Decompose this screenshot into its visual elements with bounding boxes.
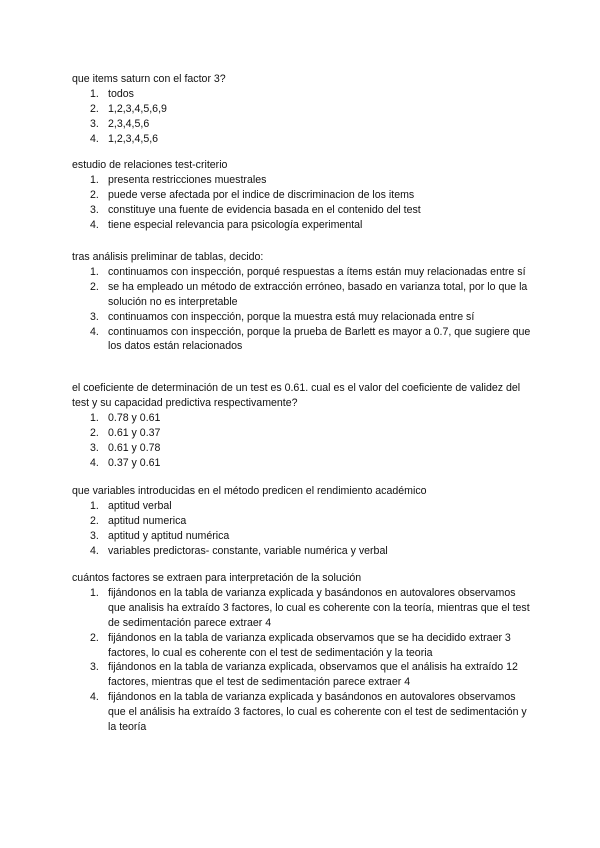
option-number: 2. [90, 280, 99, 293]
option-number: 1. [90, 265, 99, 278]
option-number: 4. [90, 132, 99, 145]
option-number: 3. [90, 529, 99, 542]
answer-option [72, 117, 532, 132]
option-number: 2. [90, 514, 99, 527]
option-number: 1. [90, 87, 99, 100]
answer-option [72, 188, 532, 203]
question-text: cuántos factores se extraen para interpretación de la solución [72, 572, 362, 584]
option-text: todos [108, 87, 134, 100]
option-text: continuamos con inspección, porque la prueba de Barlett es mayor a 0.7, que sugiere que los datos están relacionados [108, 325, 531, 353]
option-number: 2. [90, 426, 99, 439]
answer-option [72, 426, 534, 441]
option-number: 1. [90, 411, 99, 424]
question-text: que items saturn con el factor 3? [72, 73, 226, 85]
option-number: 4. [90, 544, 99, 557]
option-number: 4. [90, 691, 99, 704]
question-block [72, 484, 532, 559]
question-block [72, 158, 532, 233]
question-text: estudio de relaciones test-criterio [72, 159, 228, 171]
option-text: 1,2,3,4,5,6,9 [108, 102, 167, 115]
question-block [72, 250, 532, 354]
option-text: fijándonos en la tabla de varianza explicada y basándonos en autovalores observamos que el análisis ha extraído 3 factores, lo cual es coherente con el test de sedimentación y la teoría [108, 691, 527, 734]
option-number: 3. [90, 203, 99, 216]
option-text: continuamos con inspección, porqué respuestas a ítems están muy relacionadas entre sí [108, 265, 526, 278]
option-number: 1. [90, 499, 99, 512]
option-text: aptitud verbal [108, 499, 172, 512]
answer-option [72, 218, 532, 233]
answer-option [72, 411, 534, 426]
option-number: 3. [90, 117, 99, 130]
option-text: fijándonos en la tabla de varianza explicada observamos que se ha decidido extraer 3 factores, lo cual es coherente con el test de sedimentación y la teoria [108, 631, 511, 659]
option-text: presenta restricciones muestrales [108, 173, 267, 186]
answer-option [72, 173, 532, 188]
option-text: tiene especial relevancia para psicología experimental [108, 218, 363, 231]
question-block [72, 72, 532, 147]
option-text: se ha empleado un método de extracción erróneo, basado en varianza total, por lo que la solución no es interpretable [108, 280, 528, 308]
answer-option [72, 280, 532, 310]
option-number: 2. [90, 188, 99, 201]
answer-option [72, 586, 534, 631]
option-text: variables predictoras- constante, variable numérica y verbal [108, 544, 388, 557]
answer-option [72, 456, 534, 471]
option-text: 0.78 y 0.61 [108, 411, 161, 424]
option-number: 4. [90, 325, 99, 338]
answer-option [72, 132, 532, 147]
question-block [72, 381, 534, 470]
answer-option [72, 265, 532, 280]
option-text: fijándonos en la tabla de varianza explicada y basándonos en autovalores observamos que analisis ha extraído 3 factores, lo cual es coherente con la teoría, mientras que el test de sedimentación parece extraer 4 [108, 586, 530, 629]
option-text: aptitud numerica [108, 514, 187, 527]
answer-option [72, 203, 532, 218]
answer-option [72, 660, 534, 690]
answer-option [72, 499, 532, 514]
option-text: continuamos con inspección, porque la muestra está muy relacionada entre sí [108, 310, 475, 323]
question-text: el coeficiente de determinación de un test es 0.61. cual es el valor del coeficiente de validez del test y su capacidad predictiva respectivamente? [72, 382, 521, 409]
answer-option [72, 514, 532, 529]
answer-option [72, 631, 534, 661]
option-text: 2,3,4,5,6 [108, 117, 150, 130]
answer-option [72, 441, 534, 456]
option-text: 0.37 y 0.61 [108, 456, 161, 469]
answer-option [72, 529, 532, 544]
option-number: 1. [90, 586, 99, 599]
answer-option [72, 325, 532, 355]
option-text: 1,2,3,4,5,6 [108, 132, 159, 145]
option-number: 3. [90, 441, 99, 454]
question-text: que variables introducidas en el método predicen el rendimiento académico [72, 485, 427, 497]
option-number: 2. [90, 102, 99, 115]
answer-option [72, 310, 532, 325]
answer-option [72, 690, 534, 735]
option-number: 3. [90, 661, 99, 674]
option-number: 4. [90, 456, 99, 469]
option-text: 0.61 y 0.78 [108, 441, 161, 454]
question-text: tras análisis preliminar de tablas, decido: [72, 251, 264, 263]
option-text: puede verse afectada por el indice de discriminacion de los items [108, 188, 415, 201]
option-number: 3. [90, 310, 99, 323]
question-block [72, 571, 534, 735]
option-text: 0.61 y 0.37 [108, 426, 161, 439]
answer-option [72, 102, 532, 117]
option-number: 2. [90, 631, 99, 644]
option-number: 1. [90, 173, 99, 186]
option-text: constituye una fuente de evidencia basada en el contenido del test [108, 203, 421, 216]
option-number: 4. [90, 218, 99, 231]
answer-option [72, 87, 532, 102]
answer-option [72, 544, 532, 559]
option-text: fijándonos en la tabla de varianza explicada, observamos que el análisis ha extraído 12 factores, mientras que el test de sedimentación parece extraer 4 [108, 661, 518, 689]
option-text: aptitud y aptitud numérica [108, 529, 230, 542]
